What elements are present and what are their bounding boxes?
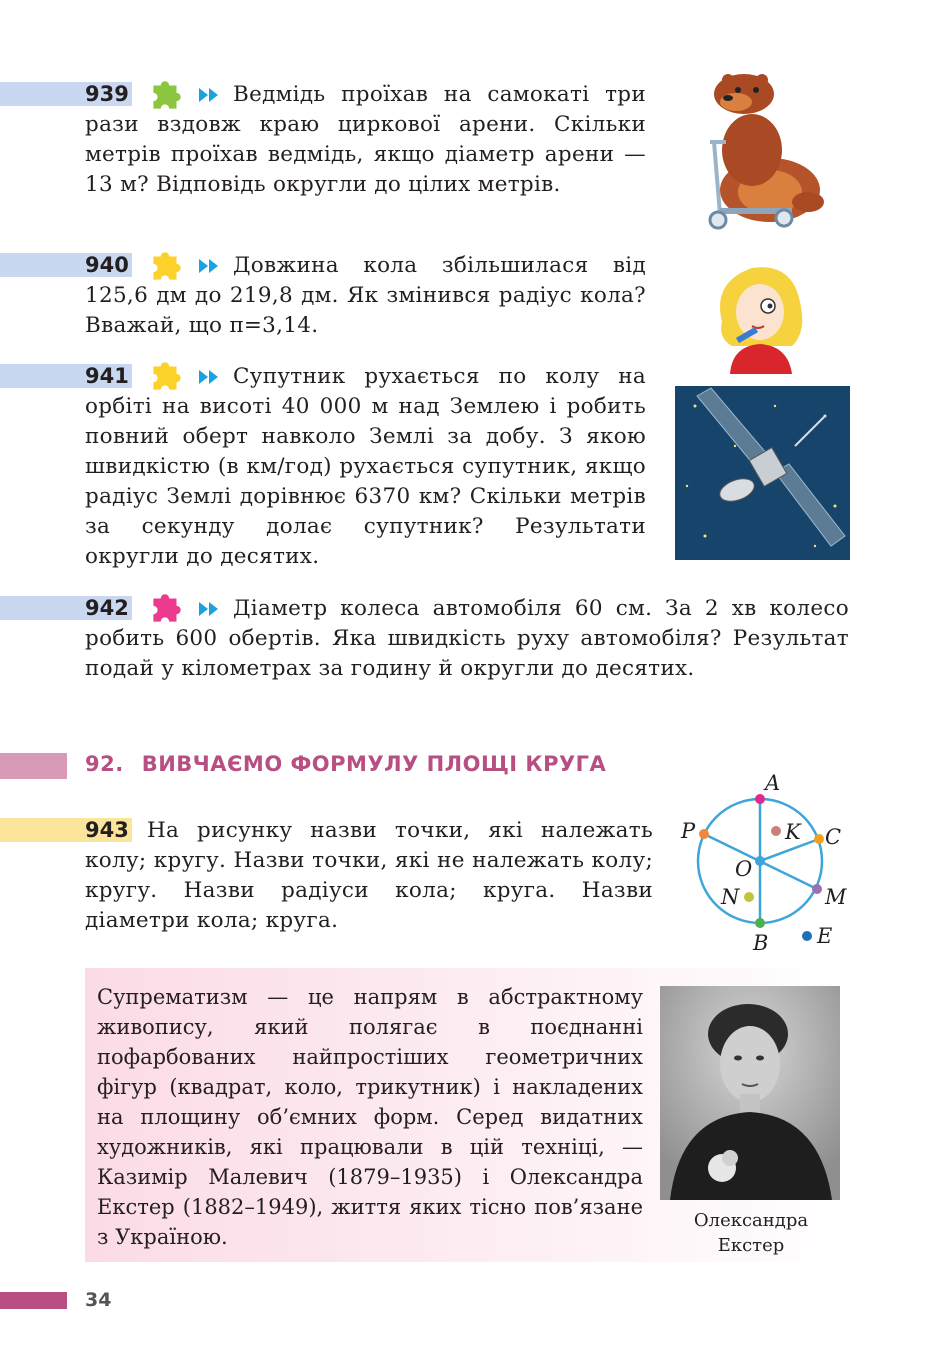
exercise-941-number: 941 xyxy=(85,364,129,388)
bear-on-scooter-illustration xyxy=(700,72,832,232)
circle-points-diagram xyxy=(675,770,850,955)
exercise-941-text: Супутник рухається по колу на орбіті на висоті 40 000 м над Землею і робить повний оберт навколо Землі за добу. З якою швидкістю (в км/год) рухається супутник, якщо радіус Землі дорівнює 6370 км? Скільки метрів за секунду долає супутник? Результати округли до десятих. xyxy=(85,364,646,569)
point-label-O: O xyxy=(735,857,753,881)
page-number-band xyxy=(0,1292,67,1309)
point-label-K: K xyxy=(785,820,801,844)
section-heading: ВИВЧАЄМО ФОРМУЛУ ПЛОЩІ КРУГА xyxy=(141,752,607,776)
section-title xyxy=(85,752,606,776)
exercise-943-number: 943 xyxy=(85,818,129,842)
exercise-943-text: На рисунку назви точки, які належать колу; кругу. Назви точки, які не належать колу; кругу. Назви радіуси кола; круга. Назви діаметри кола; круга. xyxy=(85,818,653,933)
thinking-girl-illustration xyxy=(712,262,807,374)
portrait-photo xyxy=(660,986,840,1200)
exercise-942-text: Діаметр колеса автомобіля 60 см. За 2 хв колесо робить 600 обертів. Яка швидкість руху автомобіля? Результат подай у кілометрах за годину й округли до десятих. xyxy=(85,596,849,681)
point-label-P: P xyxy=(681,819,696,843)
satellite-illustration xyxy=(675,386,850,560)
point-label-E: E xyxy=(817,924,833,948)
section-band xyxy=(0,753,67,779)
portrait-caption xyxy=(660,1208,842,1258)
point-label-B: B xyxy=(753,931,769,955)
info-text: Супрематизм — це напрям в абстрактному живопису, який полягає в поєднанні пофарбованих найпростіших геометричних фігур (квадрат, коло, трикутник) і накладених на площину об’ємних форм. Серед видатних художників, які працювали в цій техніці, — Казимір Малевич (1879–1935) і Олександра Екстер (1882–1949), життя яких тісно пов’язане з Україною. xyxy=(97,985,643,1249)
point-label-C: C xyxy=(825,825,842,849)
point-label-N: N xyxy=(721,885,740,909)
exercise-940-text: Довжина кола збільшилася від 125,6 дм до 219,8 дм. Як змінився радіус кола? Вважай, що π=3,14. xyxy=(85,253,646,338)
exercise-939-number: 939 xyxy=(85,82,129,106)
point-label-A: A xyxy=(765,771,781,795)
exercise-939-text: Ведмідь проїхав на самокаті три рази вздовж краю циркової арени. Скільки метрів проїхав ведмідь, якщо діаметр арени — 13 м? Відповідь округли до цілих метрів. xyxy=(85,82,646,197)
exercise-940-number: 940 xyxy=(85,253,129,277)
caption-line-1: Олександра xyxy=(693,1210,809,1231)
point-label-M: M xyxy=(825,885,847,909)
page-number: 34 xyxy=(85,1289,112,1311)
caption-line-2: Екстер xyxy=(717,1235,785,1256)
exercise-942-number: 942 xyxy=(85,596,129,620)
section-number: 92. xyxy=(85,752,124,776)
